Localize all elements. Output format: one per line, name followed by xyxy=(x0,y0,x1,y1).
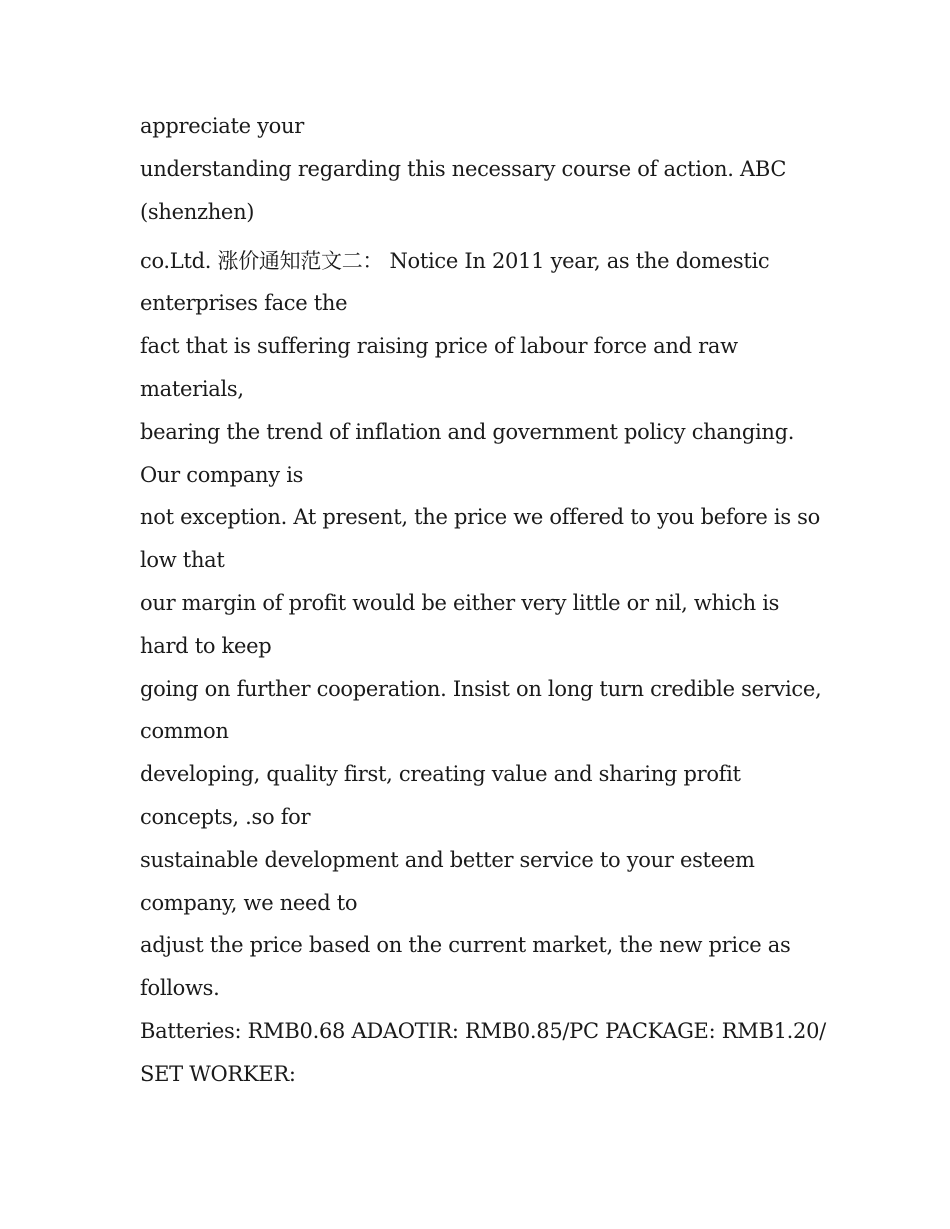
text-line: understanding regarding this necessary course of action. ABC xyxy=(140,156,787,181)
text-line: going on further cooperation. Insist on long turn credible service, xyxy=(140,676,822,701)
text-line: Batteries: RMB0.68 ADAOTIR: RMB0.85/PC PACKAGE: RMB1.20/ xyxy=(140,1018,826,1043)
text-line: Our company is xyxy=(140,462,304,487)
text-line: appreciate your xyxy=(140,114,304,138)
text-line: co.Ltd. 涨价通知范文二： Notice In 2011 year, as the domestic xyxy=(140,248,770,273)
text-line: our margin of profit would be either very little or nil, which is xyxy=(140,590,780,615)
text-line: bearing the trend of inflation and government policy changing. xyxy=(140,419,795,444)
text-line: not exception. At present, the price we offered to you before is so xyxy=(140,505,820,530)
text-line: enterprises face the xyxy=(140,291,348,316)
text-line: (shenzhen) xyxy=(140,199,255,224)
text-line: hard to keep xyxy=(140,633,272,658)
text-line: fact that is suffering raising price of labour force and raw xyxy=(140,334,738,359)
text-line: sustainable development and better service to your esteem xyxy=(140,847,755,872)
text-line: materials, xyxy=(140,376,244,401)
text-line: company, we need to xyxy=(140,890,358,915)
text-line: developing, quality first, creating value and sharing profit xyxy=(140,762,741,787)
text-line: adjust the price based on the current market, the new price as xyxy=(140,933,791,958)
text-line: common xyxy=(140,719,229,744)
text-line: concepts, .so for xyxy=(140,804,311,829)
document-body xyxy=(140,105,826,1096)
text-line: low that xyxy=(140,548,225,573)
text-line: follows. xyxy=(140,976,220,1001)
text-line: SET WORKER: xyxy=(140,1061,296,1086)
